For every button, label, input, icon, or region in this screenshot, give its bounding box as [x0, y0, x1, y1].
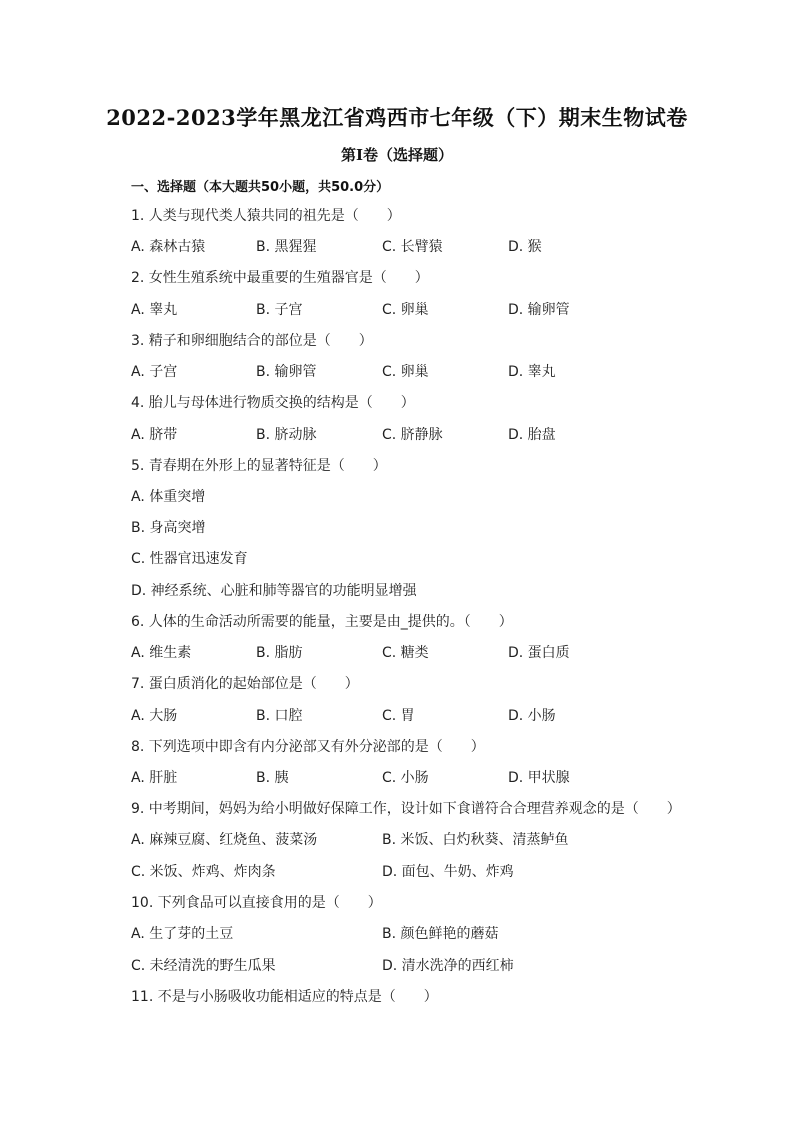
option-c: C. 未经清洗的野生瓜果 — [131, 958, 276, 974]
option-b: B. 黑猩猩 — [256, 239, 317, 255]
option-a: A. 脐带 — [131, 427, 178, 443]
option-a: A. 麻辣豆腐、红烧鱼、菠菜汤 — [131, 832, 318, 848]
option-a: A. 子宫 — [131, 364, 178, 380]
option-d: D. 甲状腺 — [508, 770, 570, 786]
option-a: A. 大肠 — [131, 708, 178, 724]
option-a: A. 维生素 — [131, 645, 192, 661]
option-b: B. 脐动脉 — [256, 427, 317, 443]
option-b: B. 胰 — [256, 770, 289, 786]
question-stem: 2. 女性生殖系统中最重要的生殖器官是（ ） — [131, 270, 429, 286]
option-c: C. 长臂猿 — [382, 239, 443, 255]
question-stem: 1. 人类与现代类人猿共同的祖先是（ ） — [131, 208, 401, 224]
option-a: A. 肝脏 — [131, 770, 178, 786]
option-c: C. 糖类 — [382, 645, 429, 661]
option-b: B. 颜色鲜艳的蘑菇 — [382, 926, 499, 942]
option-b: B. 米饭、白灼秋葵、清蒸鲈鱼 — [382, 832, 569, 848]
option-d: D. 胎盘 — [508, 427, 556, 443]
option-a: A. 森林古猿 — [131, 239, 206, 255]
question-stem: 11. 不是与小肠吸收功能相适应的特点是（ ） — [131, 989, 438, 1005]
option-c: C. 卵巢 — [382, 302, 429, 318]
section-heading: 一、选择题（本大题共50小题，共50.0分） — [131, 180, 390, 195]
option-d: D. 清水洗净的西红柿 — [382, 958, 514, 974]
question-stem: 6. 人体的生命活动所需要的能量，主要是由_提供的。（ ） — [131, 614, 513, 630]
option-c: C. 卵巢 — [382, 364, 429, 380]
option-d: D. 睾丸 — [508, 364, 556, 380]
question-stem: 9. 中考期间，妈妈为给小明做好保障工作，设计如下食谱符合合理营养观念的是（ ） — [131, 801, 681, 817]
option-a: A. 体重突增 — [131, 489, 206, 505]
option-b: B. 脂肪 — [256, 645, 303, 661]
question-stem: 3. 精子和卵细胞结合的部位是（ ） — [131, 333, 373, 349]
option-d: D. 小肠 — [508, 708, 556, 724]
option-a: A. 生了芽的土豆 — [131, 926, 234, 942]
question-stem: 5. 青春期在外形上的显著特征是（ ） — [131, 458, 387, 474]
option-d: D. 面包、牛奶、炸鸡 — [382, 864, 514, 880]
option-d: D. 神经系统、心脏和肺等器官的功能明显增强 — [131, 583, 417, 599]
option-d: D. 猴 — [508, 239, 542, 255]
option-c: C. 性器官迅速发育 — [131, 551, 248, 567]
question-stem: 7. 蛋白质消化的起始部位是（ ） — [131, 676, 359, 692]
exam-title: 2022-2023学年黑龙江省鸡西市七年级（下）期末生物试卷 — [106, 105, 688, 130]
option-c: C. 胃 — [382, 708, 415, 724]
option-a: A. 睾丸 — [131, 302, 178, 318]
option-b: B. 子宫 — [256, 302, 303, 318]
option-d: D. 蛋白质 — [508, 645, 570, 661]
option-b: B. 口腔 — [256, 708, 303, 724]
option-b: B. 输卵管 — [256, 364, 317, 380]
option-c: C. 小肠 — [382, 770, 429, 786]
option-d: D. 输卵管 — [508, 302, 570, 318]
question-stem: 4. 胎儿与母体进行物质交换的结构是（ ） — [131, 395, 415, 411]
option-c: C. 米饭、炸鸡、炸肉条 — [131, 864, 276, 880]
question-stem: 8. 下列选项中即含有内分泌部又有外分泌部的是（ ） — [131, 739, 485, 755]
question-stem: 10. 下列食品可以直接食用的是（ ） — [131, 895, 382, 911]
option-c: C. 脐静脉 — [382, 427, 443, 443]
option-b: B. 身高突增 — [131, 520, 206, 536]
volume-subtitle: 第I卷（选择题） — [340, 146, 454, 164]
